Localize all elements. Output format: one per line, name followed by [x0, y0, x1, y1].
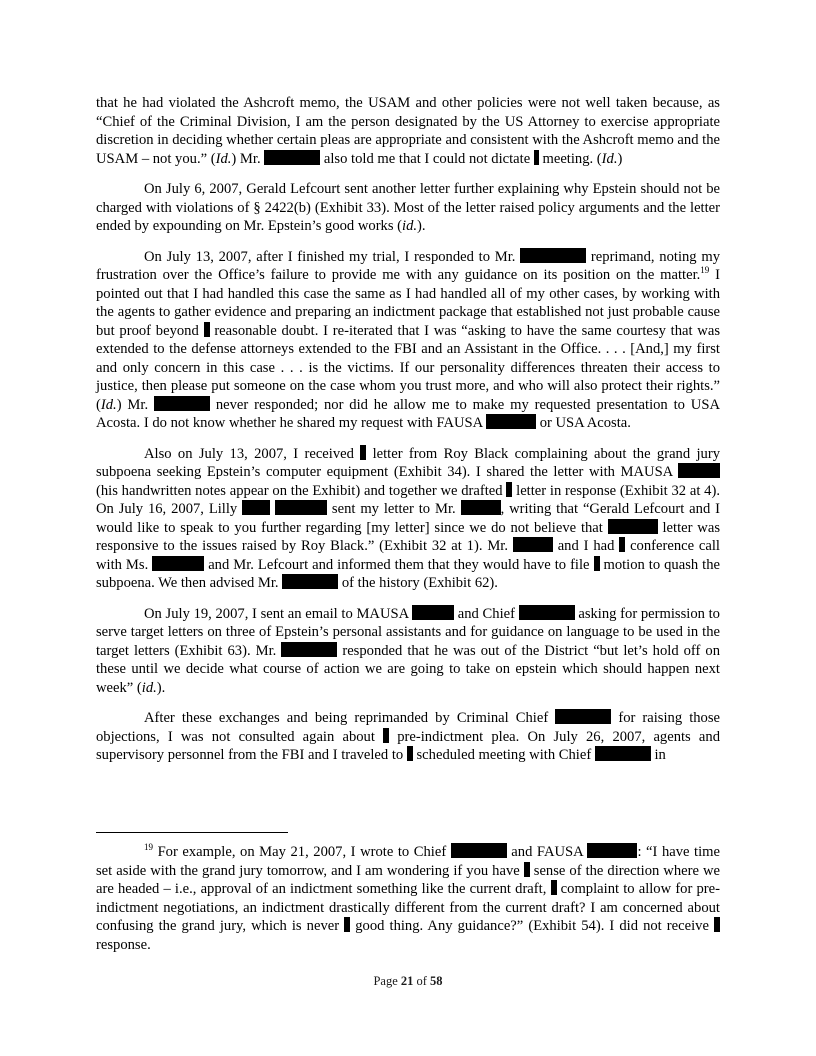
- redaction-bar: [608, 519, 658, 534]
- redaction-bar: [383, 728, 389, 743]
- redaction-bar: [407, 746, 413, 761]
- citation-italic: Id.: [215, 150, 232, 167]
- redaction-bar: [282, 574, 338, 589]
- footnote-ref: 19: [700, 265, 710, 275]
- footnote-section: [96, 843, 720, 966]
- redaction-bar: [281, 642, 337, 657]
- footnote-19: $^{19}$ For example, on May 21, 2007, I wrote to Chief and FAUSA : “I have time set aside with the grand jury tomorrow, and I am wondering if you have sense of the direction where we are headed – i.e., approval of an indictment something like the current draft, complaint to allow for pre-indictment negotiations, an indictment drastically different from the current draft? I am concerned about confusing the grand jury, which is never good thing. Any guidance?” (Exhibit 54). I did not receive response.: [96, 842, 720, 953]
- redaction-bar: [264, 150, 320, 165]
- redaction-bar: [360, 445, 366, 460]
- page-footer: [0, 974, 816, 989]
- citation-italic: Id.: [100, 396, 117, 413]
- redaction-bar: [204, 322, 210, 337]
- redaction-bar: [461, 500, 501, 515]
- citation-italic: Id.: [601, 150, 618, 167]
- redaction-bar: [344, 917, 350, 932]
- redaction-bar: [412, 605, 454, 620]
- paragraph: On July 13, 2007, after I finished my trial, I responded to Mr. reprimand, noting my frustration over the Office’s failure to provide me with any guidance on its position on the matter.$^{19}$ I pointed out that I had handled this case the same as I had handled all of my other cases, by working with the agents to gather evidence and preparing an indictment package that established not just probable cause but proof beyond reasonable doubt. I re-iterated that I was “asking to have the same courtesy that was extended to the defense attorneys extended to the FBI and an Assistant in the Office. . . . [And,] my first and only concern in this case . . . is the victims. If our personality differences threaten their access to justice, then please put someone on the case whom you trust more, and who will also protect their rights.” (Id.) Mr. never responded; nor did he allow me to make my requested presentation to USA Acosta. I do not know whether he shared my request with FAUSA or USA Acosta.: [96, 248, 720, 431]
- redaction-bar: [714, 917, 720, 932]
- page-number: 21: [400, 974, 414, 988]
- footer-middle: of: [413, 974, 431, 988]
- footnote-number: 19: [144, 842, 153, 852]
- redaction-bar: [242, 500, 270, 515]
- citation-italic: id.: [141, 679, 157, 696]
- redaction-bar: [513, 537, 553, 552]
- paragraph: Also on July 13, 2007, I received letter from Roy Black complaining about the grand jury subpoena seeking Epstein’s computer equipment (Exhibit 34). I shared the letter with MAUSA (his handwritten notes appear on the Exhibit) and together we drafted letter in response (Exhibit 32 at 4). On July 16, 2007, Lilly sent my letter to Mr. , writing that “Gerald Lefcourt and I would like to speak to you further regarding [my letter] since we do not believe that letter was responsive to the issues raised by Roy Black.” (Exhibit 32 at 1). Mr. and I had conference call with Ms. and Mr. Lefcourt and informed them that they would have to file motion to quash the subpoena. We then advised Mr. of the history (Exhibit 62).: [96, 445, 721, 591]
- footer-prefix: Page: [373, 974, 401, 988]
- redaction-bar: [520, 248, 586, 263]
- redaction-bar: [506, 482, 512, 497]
- page-total: 58: [430, 974, 443, 988]
- document-body: [96, 94, 720, 777]
- redaction-bar: [152, 556, 204, 571]
- paragraph: that he had violated the Ashcroft memo, the USAM and other policies were not well taken because, as “Chief of the Criminal Division, I am the person designated by the US Attorney to exercise appropriate discretion in deciding whether certain pleas are appropriate and consistent with the Ashcroft memo and the USAM – not you.” (Id.) Mr. also told me that I could not dictate meeting. (Id.): [96, 95, 720, 167]
- redaction-bar: [519, 605, 575, 620]
- footnote-divider: [96, 832, 288, 833]
- paragraph: On July 19, 2007, I sent an email to MAUSA and Chief asking for permission to serve target letters on three of Epstein’s personal assistants and for guidance on language to be used in the target letters (Exhibit 63). Mr. responded that he was out of the District “but let’s hold off on these until we decide what course of action we are going to take on epstein which should happen next week” (id.).: [96, 605, 720, 696]
- redaction-bar: [555, 709, 611, 724]
- paragraph: On July 6, 2007, Gerald Lefcourt sent another letter further explaining why Epstein should not be charged with violations of § 2422(b) (Exhibit 33). Most of the letter raised policy arguments and the letter ended by expounding on Mr. Epstein’s good works (id.).: [96, 181, 720, 234]
- redaction-bar: [551, 880, 557, 895]
- redaction-bar: [534, 150, 539, 165]
- redaction-bar: [587, 843, 637, 858]
- redaction-bar: [594, 556, 600, 571]
- redaction-bar: [451, 843, 507, 858]
- redaction-bar: [595, 746, 651, 761]
- citation-italic: id.: [402, 218, 418, 234]
- redaction-bar: [619, 537, 625, 552]
- redaction-bar: [486, 414, 536, 429]
- paragraph: After these exchanges and being reprimanded by Criminal Chief for raising those objections, I was not consulted again about pre-indictment plea. On July 26, 2007, agents and supervisory personnel from the FBI and I traveled to scheduled meeting with Chief in: [96, 710, 720, 763]
- redaction-bar: [154, 396, 210, 411]
- redaction-bar: [524, 862, 530, 877]
- redaction-bar: [678, 463, 720, 478]
- redaction-bar: [275, 500, 327, 515]
